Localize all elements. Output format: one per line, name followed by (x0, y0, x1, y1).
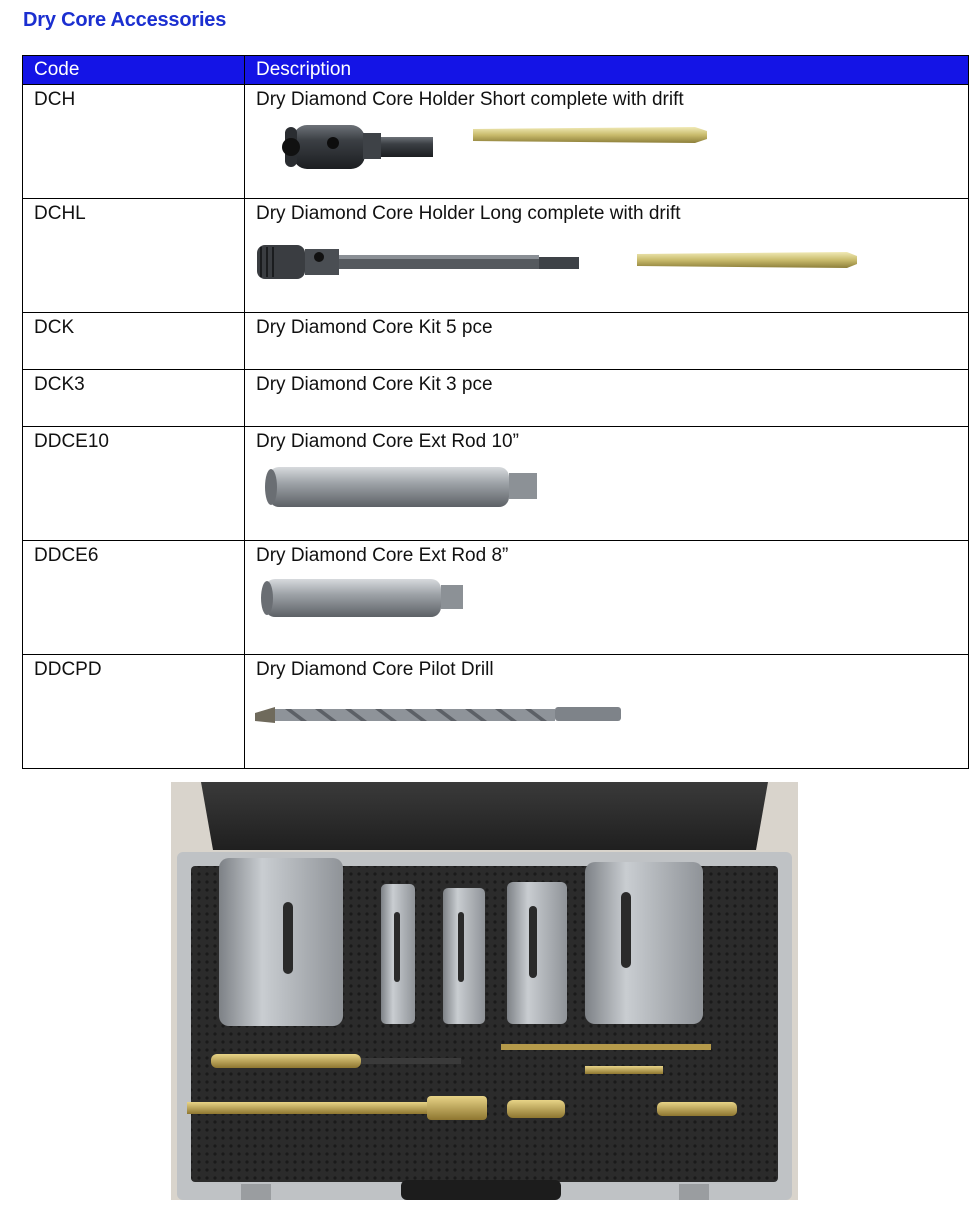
row-code: DCH (23, 85, 245, 199)
page-title: Dry Core Accessories (23, 9, 227, 31)
header-code: Code (23, 56, 245, 85)
row-description: Dry Diamond Core Pilot Drill (245, 655, 969, 769)
row-code: DDCE10 (23, 427, 245, 541)
row-description: Dry Diamond Core Kit 5 pce (245, 313, 969, 370)
row-description: Dry Diamond Core Holder Short complete with drift (245, 85, 969, 199)
header-description: Description (245, 56, 969, 85)
table-row (23, 313, 969, 370)
product-image-pilot-drill (245, 683, 968, 763)
row-description: Dry Diamond Core Holder Long complete with drift (245, 199, 969, 313)
row-code: DCK3 (23, 370, 245, 427)
table-row (23, 541, 969, 655)
row-description: Dry Diamond Core Kit 3 pce (245, 370, 969, 427)
table-row (23, 427, 969, 541)
row-code: DDCPD (23, 655, 245, 769)
product-image-ext-rod-8 (245, 569, 968, 649)
table-row (23, 655, 969, 769)
row-code: DCK (23, 313, 245, 370)
row-description: Dry Diamond Core Ext Rod 8” (245, 541, 969, 655)
table-row (23, 199, 969, 313)
row-code: DCHL (23, 199, 245, 313)
product-image-ext-rod-10 (245, 455, 968, 535)
table-header-row (23, 56, 969, 85)
row-code: DDCE6 (23, 541, 245, 655)
accessories-table (22, 55, 969, 769)
table-row (23, 370, 969, 427)
core-kit-case-photo (171, 782, 798, 1200)
product-image-core-holder-long (245, 227, 968, 307)
table-row (23, 85, 969, 199)
product-image-core-holder-short (245, 113, 968, 193)
row-description: Dry Diamond Core Ext Rod 10” (245, 427, 969, 541)
